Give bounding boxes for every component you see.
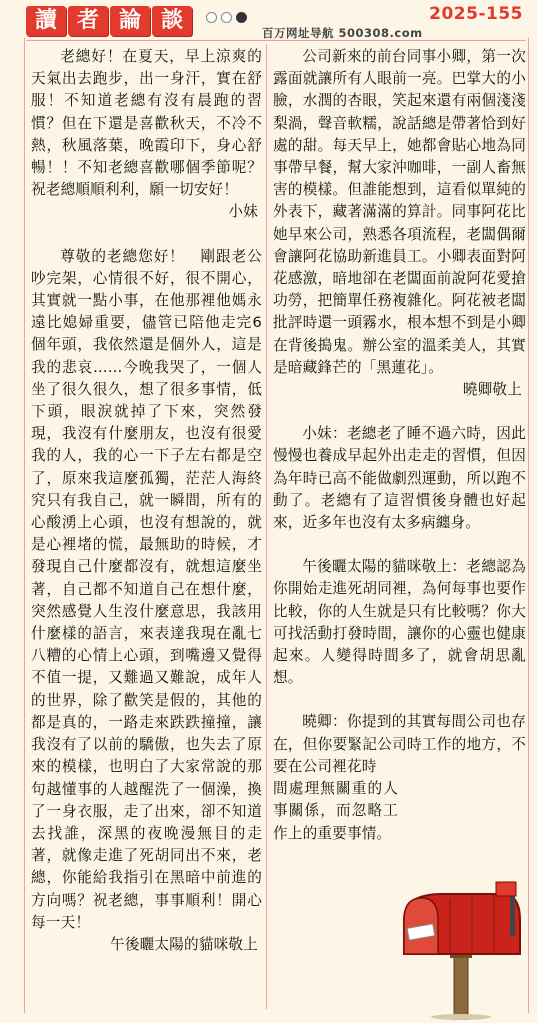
decorative-dots [206,12,247,23]
right-column [273,46,526,845]
header-rule [26,40,526,41]
column-title [26,6,192,36]
page-header [0,0,537,42]
title-char: 論 [110,6,150,36]
letter-body: 尊敬的老總您好！ 剛跟老公吵完架，心情很不好，很不開心，其實就一點小事，在他那裡他媽永遠比媳婦重要，儘管已陪他走完6個年頭，我依然還是個外人，這是我的悲哀……今晚我哭了，一個人坐了很久很久，想了很多事情，低下頭，眼淚就掉了下來，突然發現，我沒有什麼朋友，也沒有很愛我的人，我的心一下子左右都是空了，原來我這麼孤獨，茫茫人海終究只有我自己，就一瞬間，所有的心酸湧上心頭，也沒有想說的，就是心裡堵的慌，最無助的時候，才發現自己什麼都沒有，就想這麼坐著，自己都不知道自己在想什麼，突然感覺人生沒什麼意思，我該用什麼樣的語言，來表達我現在亂七八糟的心情上心頭，到嘴邊又覺得不值一提，又難過又難說，成年人的世界，除了歡笑是假的，其他的都是真的，一路走來跌跌撞撞，讓我沒有了以前的驕傲，也失去了原來的模樣，也明白了大家常說的那句越懂事的人越醒洗了一個澡，換了一身衣服，走了出來，卻不知道去找誰，深黑的夜晚漫無目的走著，就像走進了死胡同出不來，老總，你能給我指引在黑暗中前進的方向嗎？祝老總，事事順利！開心每一天！ [31,247,262,931]
circle-icon [221,12,232,23]
issue-number: 2025-155 [429,4,523,24]
reply-text: 小妹：老總老了睡不過六時，因此慢慢也養成早起外出走走的習慣，但因為年時已高不能做劇烈運動，所以跑不動了。老總有了這習慣後身體也好起來，近多年也沒有太多病纏身。 [273,425,526,532]
filled-circle-icon [236,12,247,23]
letter-signature: 曉卿敬上 [462,381,522,399]
website-watermark: 百万网址导航 500308.com [262,26,423,40]
reply-text-tail: 間處理無關重的人事關係，而忽略工作上的重要事情。 [273,780,398,842]
reply-text: 曉卿：你提到的其實每間公司也存在，但你要緊記公司時工作的地方，不要在公司裡花時 [273,713,526,775]
reply-text: 午後曬太陽的貓咪敬上：老總認為你開始走進死胡同裡，為何每事也要作比較，你的人生就是只有比較嗎？你大可找活動打發時間，讓你的心靈也健康起來。人變得時間多了，就會胡思亂想。 [273,558,526,687]
frame-right-border [528,38,529,1013]
circle-icon [206,12,217,23]
letter-signature: 小妹 [228,203,258,221]
title-char: 談 [152,6,192,36]
letter-signature: 午後曬太陽的貓咪敬上 [110,935,258,953]
column-divider [266,44,267,1009]
letter-body: 老總好！在夏天，早上涼爽的天氣出去跑步，出一身汗，實在舒服！不知道老總有沒有晨跑的習慣？但在下還是喜歡秋天，不冷不熱，秋風落葉，晚霞印下，身心舒暢！！不知老總喜歡哪個季節呢？祝老總順順利利，願一切安好！ [31,48,262,199]
letter-body: 公司新來的前台同事小卿，第一次露面就讓所有人眼前一亮。巴掌大的小臉，水潤的杏眼，笑起來還有兩個淺淺梨渦，聲音軟糯，說話總是帶著恰到好處的甜。每天早上，她都會貼心地為同事帶早餐，幫大家沖咖啡，一副人畜無害的模樣。但誰能想到，這看似單純的外表下，藏著滿滿的算計。同事阿花比她早來公司，熟悉各項流程，老闆偶爾會讓阿花協助新進員工。小卿表面對阿花感激，暗地卻在老闆面前說阿花愛搶功勞，把簡單任務複雜化。阿花被老闆批評時還一頭霧水，根本想不到是小卿在背後搗鬼。辦公室的溫柔美人，其實是暗藏鋒芒的「黑蓮花」。 [273,48,526,376]
title-char: 讀 [26,6,66,36]
left-column [31,46,262,956]
frame-left-border [24,38,25,1013]
title-char: 者 [68,6,108,36]
mailbox-illustration [392,880,532,1020]
